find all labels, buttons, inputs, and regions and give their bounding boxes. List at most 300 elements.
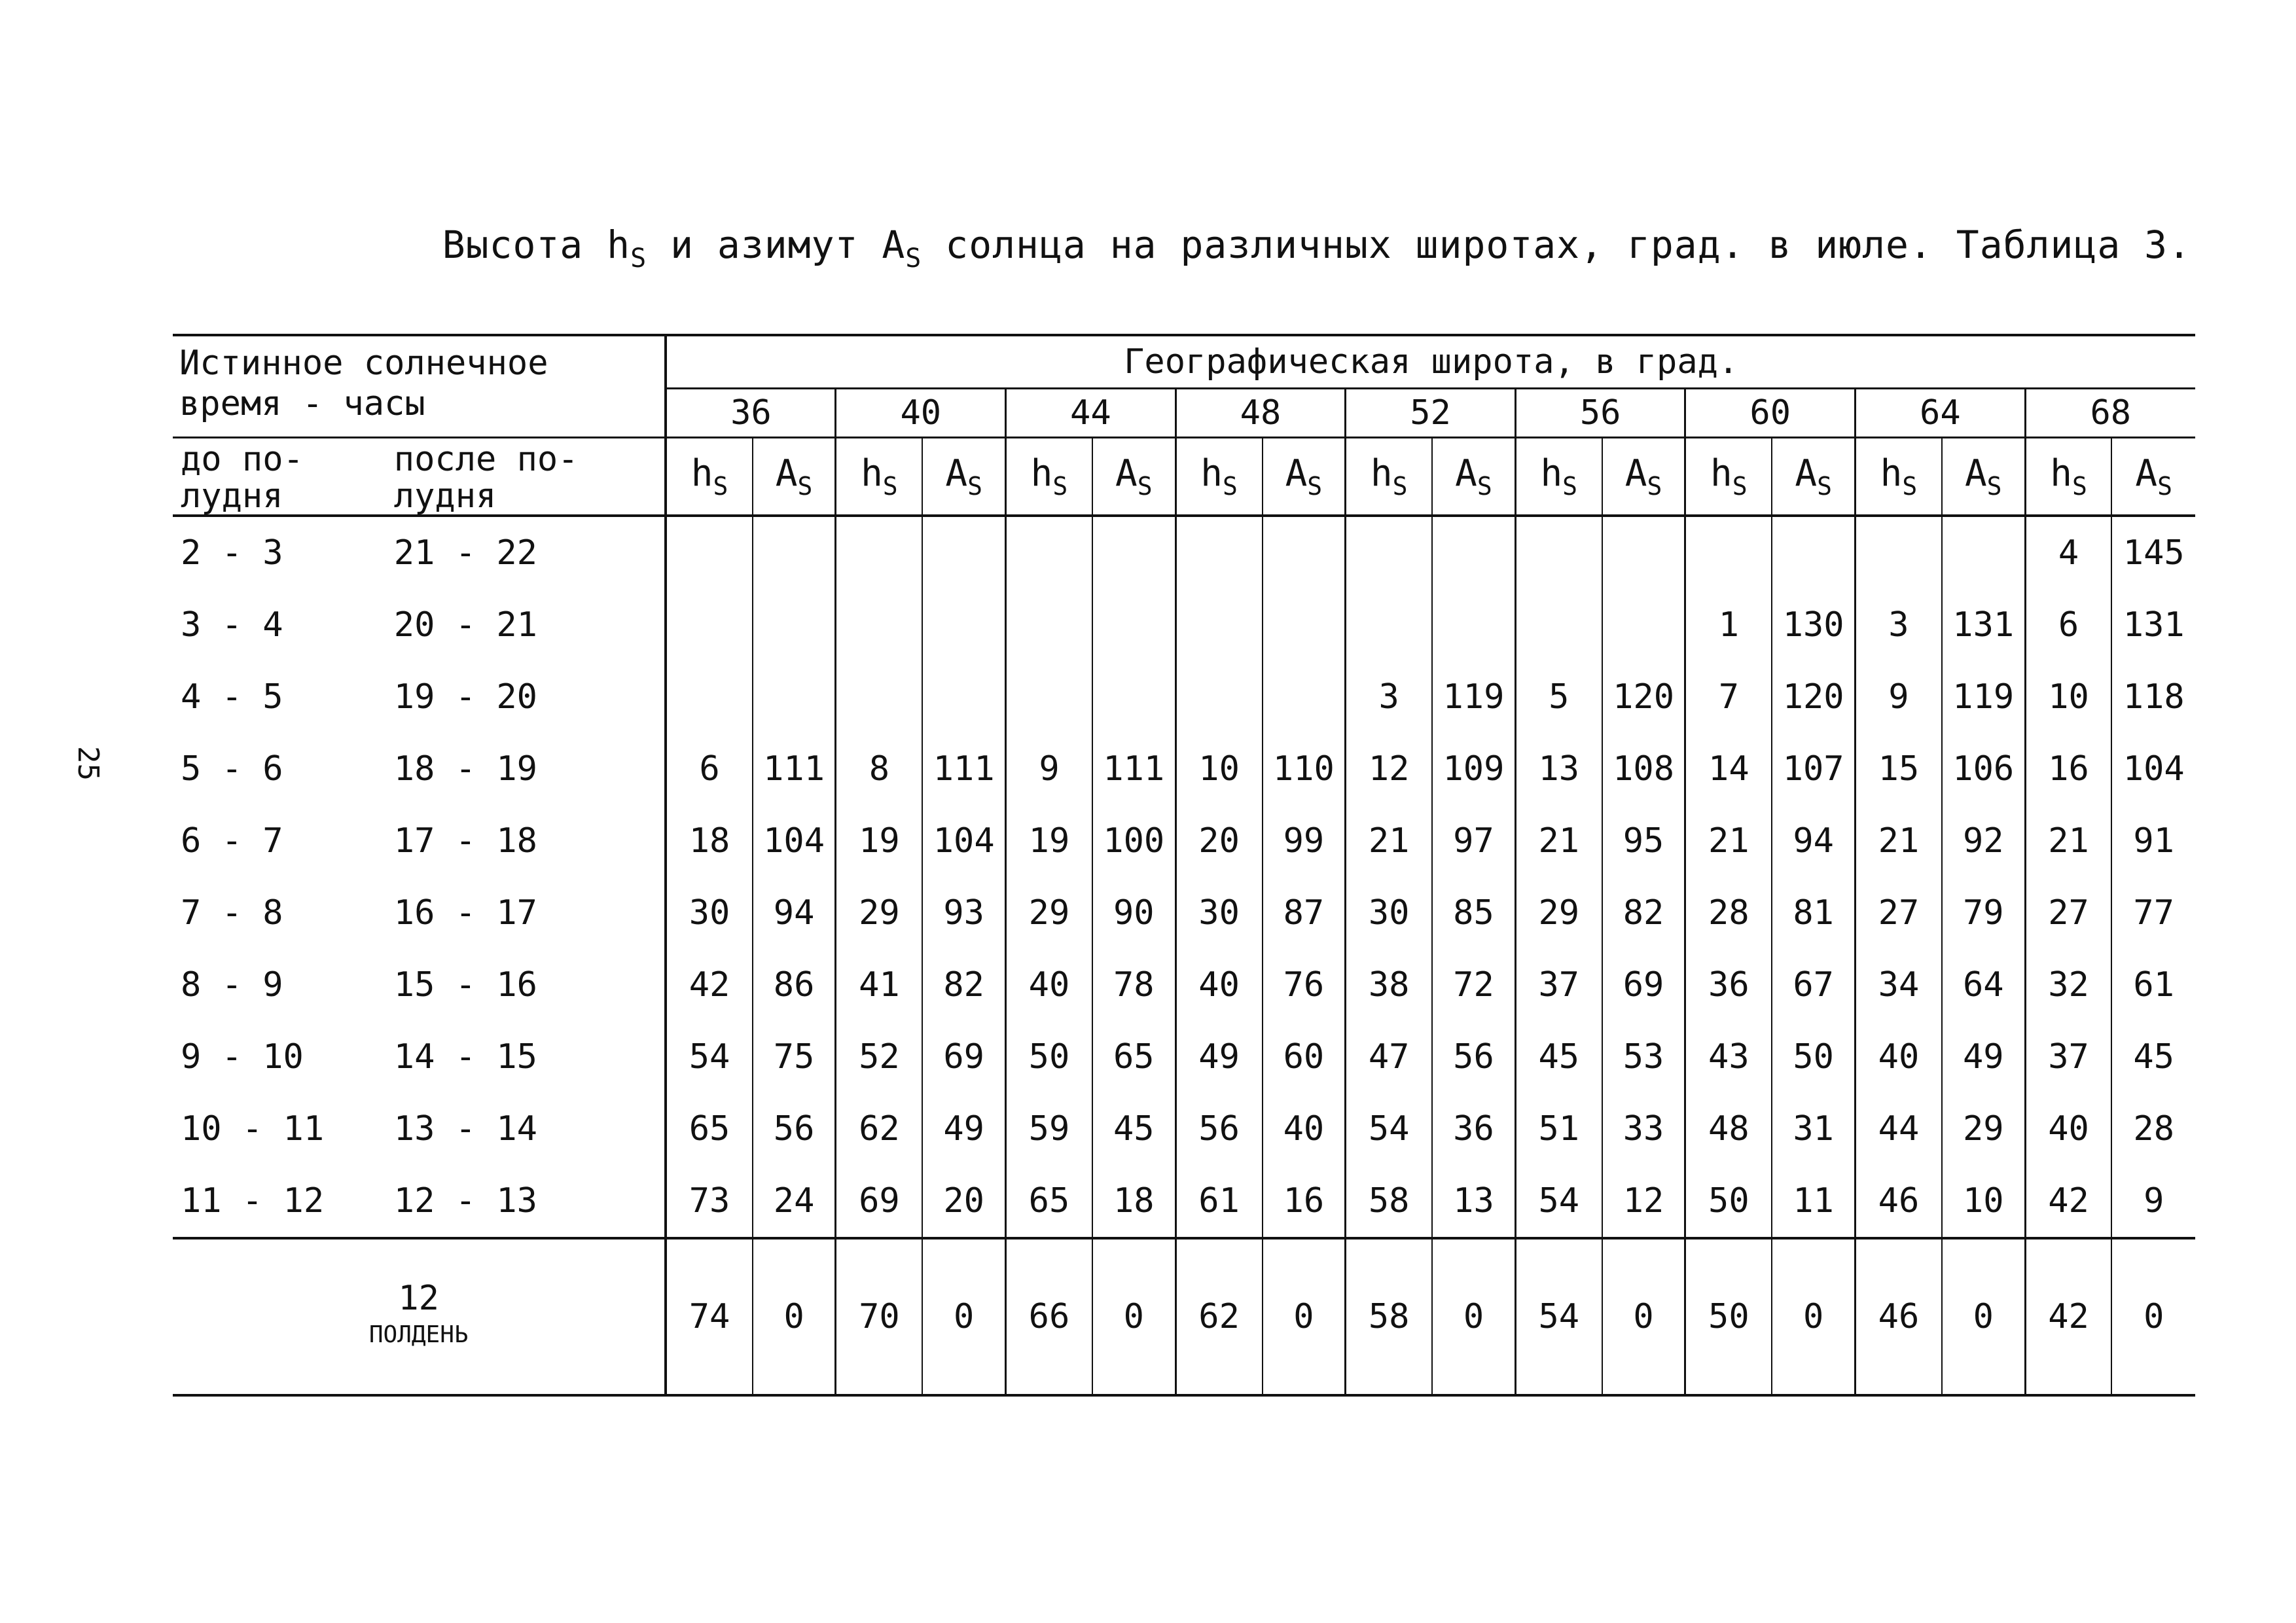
- symbol-subscript: S: [1307, 472, 1323, 501]
- azimuth-cell: [1432, 516, 1515, 589]
- after-noon-cell: 18 - 19: [393, 749, 537, 789]
- azimuth-cell: 24: [753, 1165, 836, 1238]
- azimuth-symbol-header: [1263, 438, 1346, 516]
- azimuth-cell: 40: [1263, 1093, 1346, 1165]
- altitude-cell: 10: [2025, 661, 2111, 733]
- latitude-header: 40: [836, 389, 1006, 438]
- altitude-cell: 58: [1346, 1238, 1432, 1395]
- altitude-cell: 40: [1006, 949, 1092, 1021]
- symbol-subscript: S: [1732, 472, 1748, 501]
- symbol-subscript: S: [882, 472, 898, 501]
- altitude-cell: 27: [2025, 877, 2111, 949]
- before-noon-cell: 4 - 5: [181, 677, 283, 717]
- azimuth-cell: 16: [1263, 1165, 1346, 1238]
- symbol-subscript: S: [1477, 472, 1492, 501]
- altitude-cell: 21: [2025, 805, 2111, 877]
- table-row: [173, 589, 2195, 661]
- altitude-cell: 7: [1685, 661, 1772, 733]
- altitude-cell: 56: [1175, 1093, 1262, 1165]
- azimuth-cell: 60: [1263, 1021, 1346, 1093]
- azimuth-symbol: A: [1455, 452, 1477, 495]
- before-noon-cell: 9 - 10: [181, 1037, 304, 1077]
- azimuth-cell: 72: [1432, 949, 1515, 1021]
- azimuth-cell: 65: [1092, 1021, 1175, 1093]
- symbol-subscript: S: [1562, 472, 1578, 501]
- altitude-symbol-header: [666, 438, 752, 516]
- altitude-symbol: h: [1370, 452, 1393, 495]
- altitude-cell: 30: [1175, 877, 1262, 949]
- altitude-cell: 62: [836, 1093, 922, 1165]
- altitude-cell: [1856, 516, 1942, 589]
- before-noon-cell: 6 - 7: [181, 821, 283, 861]
- azimuth-cell: 145: [2111, 516, 2195, 589]
- after-noon-cell: 12 - 13: [393, 1181, 537, 1221]
- azimuth-cell: 18: [1092, 1165, 1175, 1238]
- azimuth-cell: [1602, 589, 1685, 661]
- altitude-cell: 38: [1346, 949, 1432, 1021]
- altitude-cell: 74: [666, 1238, 752, 1395]
- altitude-cell: 29: [836, 877, 922, 949]
- altitude-cell: 19: [1006, 805, 1092, 877]
- azimuth-cell: 110: [1263, 733, 1346, 805]
- altitude-cell: 10: [1175, 733, 1262, 805]
- azimuth-cell: 120: [1602, 661, 1685, 733]
- symbol-row: [173, 438, 2195, 516]
- altitude-cell: 54: [1346, 1093, 1432, 1165]
- altitude-symbol: h: [1540, 452, 1563, 495]
- before-noon-cell: 10 - 11: [181, 1109, 325, 1149]
- altitude-cell: 44: [1856, 1093, 1942, 1165]
- altitude-symbol-header: [836, 438, 922, 516]
- azimuth-cell: 93: [922, 877, 1005, 949]
- azimuth-symbol-header: [1432, 438, 1515, 516]
- azimuth-cell: 69: [922, 1021, 1005, 1093]
- latitude-header: 52: [1346, 389, 1516, 438]
- altitude-cell: 34: [1856, 949, 1942, 1021]
- altitude-cell: 32: [2025, 949, 2111, 1021]
- azimuth-cell: 106: [1942, 733, 2025, 805]
- azimuth-cell: [1263, 661, 1346, 733]
- azimuth-cell: [1092, 516, 1175, 589]
- azimuth-cell: 45: [1092, 1093, 1175, 1165]
- altitude-symbol-header: [1175, 438, 1262, 516]
- altitude-cell: 59: [1006, 1093, 1092, 1165]
- after-noon-cell: 17 - 18: [393, 821, 537, 861]
- latitude-header: 36: [666, 389, 836, 438]
- symbol-subscript: S: [1222, 472, 1238, 501]
- altitude-cell: [1006, 516, 1092, 589]
- azimuth-cell: 50: [1772, 1021, 1855, 1093]
- symbol-subscript: S: [2157, 472, 2173, 501]
- azimuth-cell: 95: [1602, 805, 1685, 877]
- altitude-cell: 46: [1856, 1165, 1942, 1238]
- altitude-cell: 66: [1006, 1238, 1092, 1395]
- altitude-cell: [666, 516, 752, 589]
- altitude-cell: 15: [1856, 733, 1942, 805]
- altitude-cell: [1515, 589, 1602, 661]
- sun-position-table: [173, 334, 2195, 1397]
- azimuth-cell: 75: [753, 1021, 836, 1093]
- altitude-cell: 54: [666, 1021, 752, 1093]
- altitude-cell: 40: [2025, 1093, 2111, 1165]
- time-header: Истинное солнечное время - часы: [173, 335, 666, 438]
- caption-text-2: и азимут: [647, 223, 882, 267]
- azimuth-cell: [1092, 589, 1175, 661]
- azimuth-cell: 49: [922, 1093, 1005, 1165]
- azimuth-symbol-header: [1092, 438, 1175, 516]
- azimuth-cell: 36: [1432, 1093, 1515, 1165]
- azimuth-cell: 31: [1772, 1093, 1855, 1165]
- altitude-cell: 45: [1515, 1021, 1602, 1093]
- azimuth-cell: 33: [1602, 1093, 1685, 1165]
- azimuth-cell: 28: [2111, 1093, 2195, 1165]
- azimuth-cell: 131: [1942, 589, 2025, 661]
- azimuth-cell: 76: [1263, 949, 1346, 1021]
- azimuth-cell: 104: [753, 805, 836, 877]
- azimuth-cell: 82: [922, 949, 1005, 1021]
- altitude-cell: 54: [1515, 1238, 1602, 1395]
- symbol-subscript: S: [797, 472, 813, 501]
- azimuth-symbol: A: [945, 452, 968, 495]
- altitude-cell: 36: [1685, 949, 1772, 1021]
- altitude-cell: 20: [1175, 805, 1262, 877]
- azimuth-symbol: A: [1624, 452, 1647, 495]
- table-body: [173, 516, 2195, 1395]
- altitude-symbol: h: [1710, 452, 1732, 495]
- before-noon-cell: 3 - 4: [181, 605, 283, 645]
- altitude-cell: [666, 589, 752, 661]
- before-noon-cell: 8 - 9: [181, 965, 283, 1005]
- before-noon-cell: 7 - 8: [181, 893, 283, 933]
- altitude-cell: 9: [1856, 661, 1942, 733]
- azimuth-cell: 61: [2111, 949, 2195, 1021]
- altitude-cell: 49: [1175, 1021, 1262, 1093]
- altitude-symbol: h: [1880, 452, 1903, 495]
- azimuth-cell: 104: [922, 805, 1005, 877]
- altitude-cell: [1515, 516, 1602, 589]
- after-noon-cell: 15 - 16: [393, 965, 537, 1005]
- azimuth-cell: 100: [1092, 805, 1175, 877]
- azimuth-cell: 53: [1602, 1021, 1685, 1093]
- symbol-subscript: S: [1392, 472, 1408, 501]
- azimuth-symbol-header: [2111, 438, 2195, 516]
- after-noon-cell: 20 - 21: [393, 605, 537, 645]
- altitude-cell: 29: [1515, 877, 1602, 949]
- azimuth-cell: 20: [922, 1165, 1005, 1238]
- table-row: [173, 1093, 2195, 1165]
- azimuth-cell: 0: [2111, 1238, 2195, 1395]
- altitude-cell: 21: [1856, 805, 1942, 877]
- altitude-cell: [836, 661, 922, 733]
- altitude-cell: [836, 589, 922, 661]
- azimuth-symbol: A: [775, 452, 798, 495]
- altitude-cell: 52: [836, 1021, 922, 1093]
- azimuth-cell: 118: [2111, 661, 2195, 733]
- azimuth-cell: 119: [1432, 661, 1515, 733]
- noon-row: [173, 1238, 2195, 1395]
- altitude-cell: 6: [2025, 589, 2111, 661]
- latitude-header: 60: [1685, 389, 1856, 438]
- page-number: 25: [71, 746, 105, 781]
- symbol-subscript: S: [1647, 472, 1662, 501]
- table-row: [173, 877, 2195, 949]
- azimuth-cell: 0: [1602, 1238, 1685, 1395]
- azimuth-cell: 0: [1263, 1238, 1346, 1395]
- azimuth-cell: 109: [1432, 733, 1515, 805]
- azimuth-cell: [1263, 516, 1346, 589]
- altitude-cell: 28: [1685, 877, 1772, 949]
- azimuth-cell: 12: [1602, 1165, 1685, 1238]
- azimuth-cell: 11: [1772, 1165, 1855, 1238]
- latitude-header: 44: [1006, 389, 1176, 438]
- azimuth-cell: 120: [1772, 661, 1855, 733]
- altitude-cell: 37: [2025, 1021, 2111, 1093]
- altitude-cell: 21: [1685, 805, 1772, 877]
- altitude-symbol: h: [2050, 452, 2072, 495]
- azimuth-cell: 0: [1942, 1238, 2025, 1395]
- azimuth-cell: 29: [1942, 1093, 2025, 1165]
- altitude-cell: 50: [1685, 1238, 1772, 1395]
- latitude-header: 64: [1856, 389, 2026, 438]
- caption-a-subscript: S: [905, 243, 922, 274]
- altitude-cell: 46: [1856, 1238, 1942, 1395]
- azimuth-cell: 64: [1942, 949, 2025, 1021]
- azimuth-symbol: A: [2135, 452, 2158, 495]
- azimuth-cell: 104: [2111, 733, 2195, 805]
- azimuth-cell: 92: [1942, 805, 2025, 877]
- sun-position-table-container: [173, 334, 2195, 1397]
- azimuth-cell: 82: [1602, 877, 1685, 949]
- azimuth-cell: 0: [753, 1238, 836, 1395]
- azimuth-cell: 0: [922, 1238, 1005, 1395]
- altitude-cell: 27: [1856, 877, 1942, 949]
- azimuth-cell: 0: [1432, 1238, 1515, 1395]
- azimuth-cell: 49: [1942, 1021, 2025, 1093]
- azimuth-symbol: A: [1964, 452, 1987, 495]
- altitude-cell: 42: [666, 949, 752, 1021]
- altitude-cell: 48: [1685, 1093, 1772, 1165]
- azimuth-cell: 94: [1772, 805, 1855, 877]
- azimuth-cell: 81: [1772, 877, 1855, 949]
- altitude-cell: 61: [1175, 1165, 1262, 1238]
- altitude-cell: 41: [836, 949, 922, 1021]
- table-header: [173, 335, 2195, 516]
- caption-text-1: Высота: [442, 223, 607, 267]
- altitude-cell: 65: [666, 1093, 752, 1165]
- caption-text-3: солнца на различных широтах, град. в июле. Таблица 3.: [922, 223, 2191, 267]
- altitude-symbol-header: [1685, 438, 1772, 516]
- azimuth-symbol: A: [1795, 452, 1818, 495]
- symbol-subscript: S: [1902, 472, 1918, 501]
- caption-h-subscript: S: [630, 243, 647, 274]
- symbol-subscript: S: [1817, 472, 1832, 501]
- azimuth-cell: 91: [2111, 805, 2195, 877]
- after-noon-cell: 13 - 14: [393, 1109, 537, 1149]
- symbol-subscript: S: [713, 472, 728, 501]
- azimuth-cell: 111: [922, 733, 1005, 805]
- altitude-cell: 50: [1685, 1165, 1772, 1238]
- altitude-symbol-header: [2025, 438, 2111, 516]
- altitude-cell: 13: [1515, 733, 1602, 805]
- altitude-cell: 43: [1685, 1021, 1772, 1093]
- azimuth-cell: 0: [1092, 1238, 1175, 1395]
- altitude-symbol: h: [691, 452, 713, 495]
- table-row: [173, 805, 2195, 877]
- altitude-cell: 54: [1515, 1165, 1602, 1238]
- altitude-cell: 30: [1346, 877, 1432, 949]
- azimuth-cell: 10: [1942, 1165, 2025, 1238]
- altitude-cell: 16: [2025, 733, 2111, 805]
- altitude-cell: 47: [1346, 1021, 1432, 1093]
- altitude-symbol-header: [1346, 438, 1432, 516]
- altitude-cell: 73: [666, 1165, 752, 1238]
- azimuth-cell: [1263, 589, 1346, 661]
- azimuth-cell: 45: [2111, 1021, 2195, 1093]
- altitude-cell: 3: [1346, 661, 1432, 733]
- noon-text: ПОЛДЕНЬ: [368, 1321, 469, 1348]
- altitude-cell: 58: [1346, 1165, 1432, 1238]
- azimuth-cell: [753, 589, 836, 661]
- altitude-cell: 40: [1856, 1021, 1942, 1093]
- azimuth-cell: 107: [1772, 733, 1855, 805]
- before-noon-cell: 5 - 6: [181, 749, 283, 789]
- latitude-header: 68: [2025, 389, 2195, 438]
- altitude-cell: [1346, 589, 1432, 661]
- altitude-cell: 8: [836, 733, 922, 805]
- azimuth-cell: 56: [753, 1093, 836, 1165]
- altitude-cell: 14: [1685, 733, 1772, 805]
- azimuth-cell: 97: [1432, 805, 1515, 877]
- symbol-subscript: S: [967, 472, 982, 501]
- altitude-cell: 65: [1006, 1165, 1092, 1238]
- altitude-cell: [1175, 516, 1262, 589]
- altitude-cell: 6: [666, 733, 752, 805]
- altitude-cell: 9: [1006, 733, 1092, 805]
- azimuth-cell: 94: [753, 877, 836, 949]
- altitude-cell: [836, 516, 922, 589]
- after-noon-cell: 19 - 20: [393, 677, 537, 717]
- altitude-cell: 4: [2025, 516, 2111, 589]
- azimuth-cell: 0: [1772, 1238, 1855, 1395]
- altitude-cell: [1685, 516, 1772, 589]
- caption-a-symbol: A: [882, 223, 906, 267]
- azimuth-cell: 108: [1602, 733, 1685, 805]
- azimuth-symbol-header: [753, 438, 836, 516]
- azimuth-cell: 13: [1432, 1165, 1515, 1238]
- altitude-cell: 42: [2025, 1165, 2111, 1238]
- azimuth-cell: 85: [1432, 877, 1515, 949]
- table-row: [173, 733, 2195, 805]
- azimuth-cell: [1772, 516, 1855, 589]
- altitude-symbol-header: [1515, 438, 1602, 516]
- azimuth-symbol-header: [1772, 438, 1855, 516]
- azimuth-cell: 111: [753, 733, 836, 805]
- altitude-cell: [1006, 589, 1092, 661]
- altitude-cell: 19: [836, 805, 922, 877]
- altitude-cell: 21: [1346, 805, 1432, 877]
- altitude-cell: [1175, 589, 1262, 661]
- azimuth-cell: 78: [1092, 949, 1175, 1021]
- azimuth-symbol-header: [922, 438, 1005, 516]
- altitude-cell: 5: [1515, 661, 1602, 733]
- azimuth-symbol-header: [1942, 438, 2025, 516]
- altitude-cell: 40: [1175, 949, 1262, 1021]
- altitude-cell: [1346, 516, 1432, 589]
- altitude-symbol-header: [1856, 438, 1942, 516]
- table-row: [173, 1021, 2195, 1093]
- noon-label-cell: [173, 1238, 666, 1395]
- azimuth-cell: 69: [1602, 949, 1685, 1021]
- altitude-cell: 1: [1685, 589, 1772, 661]
- altitude-cell: 37: [1515, 949, 1602, 1021]
- azimuth-cell: [1942, 516, 2025, 589]
- azimuth-cell: [922, 516, 1005, 589]
- azimuth-symbol-header: [1602, 438, 1685, 516]
- altitude-cell: 42: [2025, 1238, 2111, 1395]
- symbol-subscript: S: [1052, 472, 1068, 501]
- altitude-cell: 12: [1346, 733, 1432, 805]
- symbol-subscript: S: [1986, 472, 2002, 501]
- azimuth-cell: 99: [1263, 805, 1346, 877]
- azimuth-cell: 119: [1942, 661, 2025, 733]
- azimuth-cell: 111: [1092, 733, 1175, 805]
- azimuth-cell: 130: [1772, 589, 1855, 661]
- latitude-header: 48: [1175, 389, 1346, 438]
- altitude-cell: [1175, 661, 1262, 733]
- symbol-subscript: S: [2072, 472, 2087, 501]
- azimuth-cell: [1432, 589, 1515, 661]
- altitude-cell: 69: [836, 1165, 922, 1238]
- azimuth-cell: 87: [1263, 877, 1346, 949]
- altitude-symbol: h: [861, 452, 883, 495]
- azimuth-cell: 79: [1942, 877, 2025, 949]
- latitude-header: 56: [1515, 389, 1685, 438]
- azimuth-cell: 56: [1432, 1021, 1515, 1093]
- altitude-cell: 70: [836, 1238, 922, 1395]
- azimuth-cell: [1602, 516, 1685, 589]
- altitude-symbol: h: [1030, 452, 1053, 495]
- azimuth-symbol: A: [1285, 452, 1308, 495]
- before-noon-header: до по- лудня: [173, 438, 386, 516]
- azimuth-cell: [922, 589, 1005, 661]
- latitude-group-header: Географическая широта, в град.: [666, 335, 2195, 389]
- noon-hour: 12: [398, 1279, 439, 1318]
- azimuth-cell: 86: [753, 949, 836, 1021]
- azimuth-cell: 67: [1772, 949, 1855, 1021]
- after-noon-cell: 21 - 22: [393, 533, 537, 573]
- symbol-subscript: S: [1137, 472, 1153, 501]
- altitude-cell: 21: [1515, 805, 1602, 877]
- after-noon-cell: 16 - 17: [393, 893, 537, 933]
- azimuth-cell: [922, 661, 1005, 733]
- caption-h-symbol: h: [607, 223, 631, 267]
- altitude-symbol: h: [1200, 452, 1223, 495]
- altitude-cell: [1006, 661, 1092, 733]
- table-caption: [442, 223, 2191, 274]
- altitude-cell: [666, 661, 752, 733]
- azimuth-cell: [1092, 661, 1175, 733]
- table-row: [173, 516, 2195, 589]
- after-noon-cell: 14 - 15: [393, 1037, 537, 1077]
- altitude-cell: 50: [1006, 1021, 1092, 1093]
- before-noon-cell: 2 - 3: [181, 533, 283, 573]
- before-noon-cell: 11 - 12: [181, 1181, 325, 1221]
- azimuth-cell: 90: [1092, 877, 1175, 949]
- altitude-cell: 30: [666, 877, 752, 949]
- after-noon-header: после по- лудня: [386, 438, 666, 516]
- altitude-cell: 62: [1175, 1238, 1262, 1395]
- azimuth-cell: 77: [2111, 877, 2195, 949]
